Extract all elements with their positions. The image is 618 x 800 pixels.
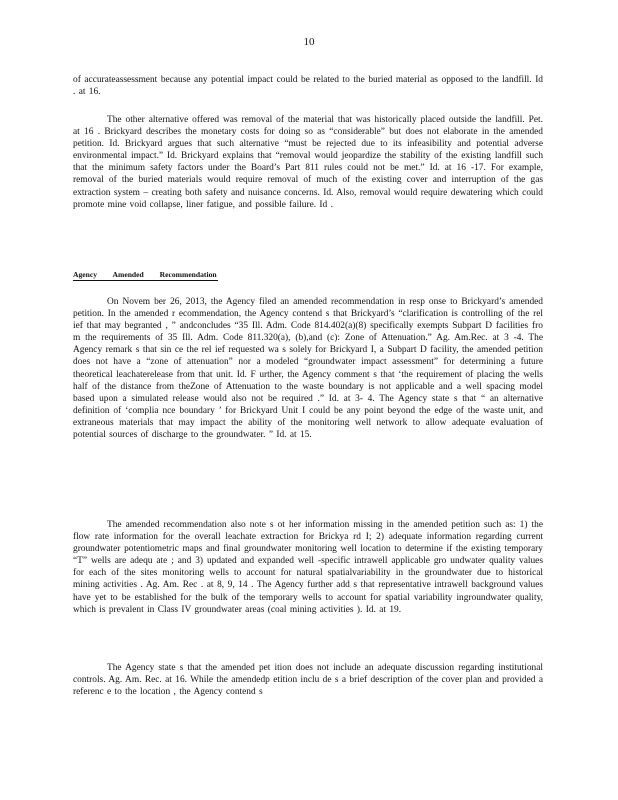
paragraph-continued: of accurateassessment because any potential impact could be related to the buried material as opposed to the landfill. Id . at 16. [73,75,543,98]
page-number: 10 [303,36,315,48]
paragraph-alternative-removal: The other alternative offered was removal of the material that was historically placed outside the landfill. Pet. at 16 . Brickyard describes the monetary costs for doing so as “considerable” but does not elaborate in the amended petition. Id. Brickyard argues that such alternative “must be rejected due to its infeasibility and potential adverse environmental impact.” Id. Brickyard explains that “removal would jeopardize the stability of the existing landfill such that the minimum safety factors under the Board’s Part 811 rules could not be met.” Id. at 16 -17. For example, removal of the buried materials would require removal of much of the existing cover and interruption of the gas extraction system – creating both safety and nuisance concerns. Id. Also, removal would require dewatering which could promote mine void collapse, liner fatigue, and possible failure. Id . [73,115,543,210]
paragraph-agency-recommendation: On Novem ber 26, 2013, the Agency filed an amended recommendation in resp onse to Brickyard’s amended petition. In the amended r ecommendation, the Agency contend s that Brickyard’s “clarification is controlling of the rel ief that may begranted , ” andconcludes “35 Ill. Adm. Code 814.402(a)(8) specifically exempts Subpart D facilities fro m the requirements of 35 Ill. Adm. Code 811.320(a), (b),and (c): Zone of Attenuation.” Ag. Am.Rec. at 3 -4. The Agency remark s that sin ce the rel ief requested wa s solely for Brickyard I, a Subpart D facility, the amended petition does not have a “zone of attenuation” nor a modeled “groundwater impact assessment” for determining a future theoretical leachaterelease from that unit. Id. F urther, the Agency comment s that ‘the requirement of placing the wells half of the distance from theZone of Attenuation to the waste boundary is not applicable and a well spacing model based upon a simulated release would also not be required .” Id. at 3- 4. The Agency state s that “ an alternative definition of ‘complia nce boundary ’ for Brickyard Unit I could be any point beyond the edge of the waste unit, and extraneous materials that may impact the ability of the monitoring well network to allow adequate evaluation of potential sources of discharge to the groundwater. ” Id. at 15. [73,297,543,441]
paragraph-institutional-controls: The Agency state s that the amended pet ition does not include an adequate discussion regarding institutional controls. Ag. Am. Rec. at 16. While the amendedp etition inclu de s a brief description of the cover plan and provided a referenc e to the location , the Agency contend s [73,663,543,698]
paragraph-missing-information: The amended recommendation also note s ot her information missing in the amended petition such as: 1) the flow rate information for the overall leachate extraction for Brickya rd I; 2) adequate information regarding current groundwater potentiometric maps and final groundwater monitoring well location to determine if the existing temporary “T” wells are adequ ate ; and 3) updated and expanded well -specific intrawell applicable gro undwater quality values for each of the sites monitoring wells to account for natural spatialvariability in the groundwater due to historical mining activities . Ag. Am. Rec . at 8, 9, 14 . The Agency further add s that representative intrawell background values have yet to be established for the bulk of the temporary wells to account for spatial variability ingroundwater quality, which is prevalent in Class IV groundwater areas (coal mining activities ). Id. at 19. [73,520,543,615]
section-heading: Agency Amended Recommendation [73,270,217,279]
